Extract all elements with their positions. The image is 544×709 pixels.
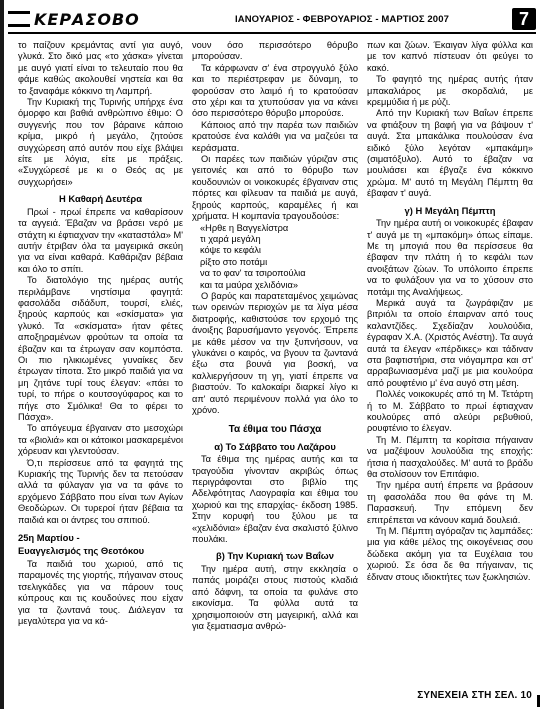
section-heading: β) Την Κυριακή των Βαΐων [216, 550, 334, 562]
masthead-rule-icon [8, 11, 30, 27]
paragraph: πων και ζώων. Έκαιγαν λίγα φύλλα και με τον καπνό πίστευαν ότι φεύγει το κακό. [367, 40, 533, 73]
paragraph: Ό,τι περίσσευε από τα φαγητά της Κυριακής της Τυρινής δεν τα πετούσαν αλλά τα φύλαγαν για να τα φάνε το ερχόμενο Σάββατο που είναι των Αγίων Θεοδώρων. Οι τυρεροί ήταν βέβαια τα παιδιά και οι άντρες του σπιτιού. [18, 457, 183, 525]
verse-line: «Ηρθε η Βαγγελίστρα [200, 222, 289, 233]
section-heading: 25η Μαρτίου - [18, 532, 80, 544]
paragraph: Οι παρέες των παιδιών γύριζαν στις γειτονιές και από το θόρυβο των κουδουνιών οι νοικοκυρές έβγαιναν στις πόρτες και φίλευαν τα παιδιά με αυγά, ξηρούς καρπούς, καραμέλες ή και χρήματα. Η κομπανία τραγουδούσε: [192, 154, 358, 222]
section-heading: Ευαγγελισμός της Θεοτόκου [18, 545, 145, 557]
masthead-title: ΚΕΡΑΣΟΒΟ [34, 9, 140, 29]
verse-line: και τα μαύρα χελιδόνια» [200, 279, 298, 290]
verse-line: να το φαν' τα τσιροπούλια [200, 268, 306, 279]
paragraph: το παίζουν κρεμάντας αντί για αυγό, γλυκά. Στο δικό μας «το χάσκα» γίνεται με αυγό γιατί είναι το τελευταίο που θα φάμε καθώς ακολουθεί νηστεία και θα το ξαναφάμε κόκκινο τη Λαμπρή. [18, 40, 183, 96]
continued-on-page-link: ΣΥΝΕΧΕΙΑ ΣΤΗ ΣΕΛ. 10 [417, 690, 532, 701]
paragraph: Τη Μ. Πέμπτη τα κορίτσια πήγαιναν να μαζέψουν λουλούδια της εποχής: ήτσια ή πασχαλούδες. Μ' αυτά το βράδυ θα στολίσουν τον Επιτάφιο. [367, 434, 533, 480]
paragraph: Το απόγευμα έβγαιναν στο μεσοχώρι τα «βιολιά» και οι κάτοικοι μασκαρεμένοι χόρευαν και γλεντούσαν. [18, 423, 183, 457]
article-columns [18, 40, 534, 695]
paragraph: Από την Κυριακή των Βαΐων έπρεπε να φτιάξουν τη βαφή για να βάψουν τ' αυγά. Στα μπακάλικα πουλούσαν ένα ειδικό ξύλο λεγόταν «μπακάμη» (σιματόξυλο). Αυτό το έβαζαν να μουλιάσει και έβγαζε ένα κόκκινο χρώμα. Μ' αυτό τη Μεγάλη Πέμπτη θα έβαφαν τ' αυγά. [367, 108, 533, 199]
paragraph: Την ημέρα αυτή, στην εκκλησία ο παπάς μοιράζει στους πιστούς κλαδιά από δάφνη, τα οποία τα φυλάνε στο εικονίσμα. Τα φύλλα αυτά τα χρησιμοποιούν στη μαγειρική, αλλά και για ξεματιασμα ανθρώ- [192, 563, 358, 631]
paragraph: Το διατολόγιο της ημέρας αυτής περιλάμβανε νηστίσιμα φαγητά: φασολάδα σιδάδυπ, τουρσί, ελιές, ξηρούς καρπούς και «σκίσματα» για γλυκό. Τα «σκίσματα» ήταν φέτες αποξηραμένων φρούτων τα οποία τα έβαζαν και τα έτρωγαν σαν κομπόστα. Οι πιο ηλικιωμένες γυναίκες δεν έτρωγαν τίποτα. Στο μικρό παιδιά για να μη ζητάνε τυρί τους έλεγαν: «πάει το τυρί, το πήρε ο κουτσογύφαρος και το πήγε στο Σμόλικα! Θα το φέρει το Πάσχα». [18, 275, 183, 422]
column-3 [367, 40, 533, 695]
section-heading: Η Καθαρή Δευτέρα [59, 193, 142, 205]
column-2 [192, 40, 358, 695]
paragraph: Πολλές νοικοκυρές από τη Μ. Τετάρτη ή το Μ. Σάββατο το πρωί έφτιαχναν κουλούρες από αλεύρι ρεβυθιού, ρουφτένιο το έλεγαν. [367, 389, 533, 434]
issue-date: ΙΑΝΟΥΑΡΙΟΣ - ΦΕΒΡΟΥΑΡΙΟΣ - ΜΑΡΤΙΟΣ 2007 [235, 13, 449, 25]
paragraph: Μερικά αυγά τα ζωγράφιζαν με βιτριόλι τα οποίο έπαιρναν από τους καλαντζίδες. Σχεδίαζαν λουλούδια, έγραφαν Χ.Α. (Χριστός Ανέστη). Τα αυγά αυτά τα έλεγαν «πέρδικες» και τάδιναν στα βαφτιστήρια, στα νιόγαμπρα και στ' αρραβωνιασμένα μαζί με μια κουλούρα από ρουφτένιο μ' ένα αυγό στη μέση. [367, 297, 533, 388]
section-heading: α) Το Σάββατο του Λαζάρου [214, 440, 336, 452]
page-header [8, 6, 536, 34]
paragraph: Τη Μ. Πέμπτη αγόραζαν τις λαμπάδες: μια για κάθε μέλος της οικογένειας σου δώδεκα ακόμη για τα Ευχέλαια του χωριού. Σε όσα δε θα πήγαιναν, τις έδιναν στους ιδιοκτήτες των ξωκλησιών. [367, 526, 533, 582]
section-heading: Τα έθιμα του Πάσχα [228, 424, 322, 436]
song-verse [200, 223, 358, 291]
page-number: 7 [512, 8, 536, 30]
paragraph: νουν όσο περισσότερο θόρυβο μπορούσαν. [192, 40, 358, 62]
paragraph: Πρωί - πρωί έπρεπε να καθαρίσουν τα αγγειά. Έβαζαν να βράσει νερό με στάχτη κι έφτιαχναν την «καταστάλα» Μ' αυτήν έτριβαν όλα τα μαγειρικά σκεύη για να είναι καθαρά. Καθάριζαν βέβαια και όλο το σπίτι. [18, 206, 183, 274]
paragraph: Την Κυριακή της Τυρινής υπήρχε ένα όμορφο και βαθιά ανθρώπινο έθιμο: Ο συγγενής που τον βάραινε κάποιο κρίμα, μικρό ή μεγάλο, ζητούσε συγχώρεση από αυτόν που είχε βλάψει είτε με λόγια, είτε με πράξεις. «Συγχώρεσέ με κι ο Θεός ας με συγχωρήσει» [18, 97, 183, 187]
verse-line: ρίξτο στο ποτάμι [200, 256, 268, 267]
paragraph: Την ημέρα αυτή οι νοικοκυρές έβαφαν τ' αυγά με τη «μπακόμη» όπως είπαμε. Με τη μπογιά που θα περίσσευε θα έβαφαν την πλάτη ή το κεφάλι των ανοιξάτων ζώων. Το υπόλοιπο έπρεπε να το φυλάξουν για να το χύσουν στο ποτάμι της Αναλήψεως. [367, 218, 533, 297]
verse-line: τι χαρά μεγάλη [200, 233, 261, 244]
paragraph: Την ημέρα αυτή έπρεπε να βράσουν τη φασολάδα που θα φάνε τη Μ. Παρασκευή. Την επόμενη δεν επιτρέπεται να κάνουν καμιά δουλειά. [367, 480, 533, 525]
left-margin-bar [0, 0, 4, 709]
verse-line: κόψε το κεφάλι [200, 245, 261, 256]
paragraph: Τα κάρφωναν σ' ένα στρογγυλό ξύλο και το περιέστρεφαν με δύναμη, το φορούσαν στο λαιμό ή το κρατούσαν στο χέρι και τα χτυπούσαν για να κάνει όσο περισσότερο θόρυβο μπορούσε. [192, 62, 358, 119]
right-margin-mark [537, 695, 540, 707]
masthead [8, 10, 188, 29]
section-heading: γ) Η Μεγάλη Πέμπτη [404, 204, 496, 216]
paragraph: Ο βαρύς και παρατεταμένος χειμώνας των ορεινών περιοχών με τα λίγα μέσα διατροφής, καθιστούσε τον ερχομό της άνοιξης βαρυσήμαντο γεγονός. Έπρεπε με κάθε μέσον να την ξυπνήσουν, να γλυκάνει ο καιρός, να βγουν τα ζωντανά έξω στα βουνά για βοσκή, να καλλιεργήσουν τη γη, γιατί έπρεπε να βιαστούν. Το καλοκαίρι διαρκεί λίγο κι απ' αυτό περιμένουν πολλά για όλο το χρόνο. [192, 290, 358, 415]
column-1 [18, 40, 183, 695]
paragraph: Κάποιος από την παρέα των παιδιών κρατούσε ένα καλάθι για να μαζεύει τα κεράσματα. [192, 119, 358, 153]
paragraph: Το φαγητό της ημέρας αυτής ήταν μπακαλιάρος με σκορδαλιά, με κρεμμύδια ή με ρύζι. [367, 74, 533, 108]
paragraph: Τα έθιμα της ημέρας αυτής και τα τραγούδια γίνονταν ακριβώς όπως περιγράφονται στο βιβλίο της Αδελφότητας Λαογραφία και έθιμα του χωριού και της επαρχίας- έκδοση 1985. Στην κορυφή του ξύλου με τα «χελιδόνια» έβαζαν ένα σκαλιστό ξύλινο πουλάκι. [192, 454, 358, 545]
paragraph: Τα παιδιά του χωριού, από τις παραμονές της γιορτής, πήγαιναν στους τσελιγκάδες για να πάρουν τους κύπρους και τις κουδούνες που είχαν για τα ζωντανά τους. Διάλεγαν τα μεγαλύτερα για να κά- [18, 558, 183, 626]
